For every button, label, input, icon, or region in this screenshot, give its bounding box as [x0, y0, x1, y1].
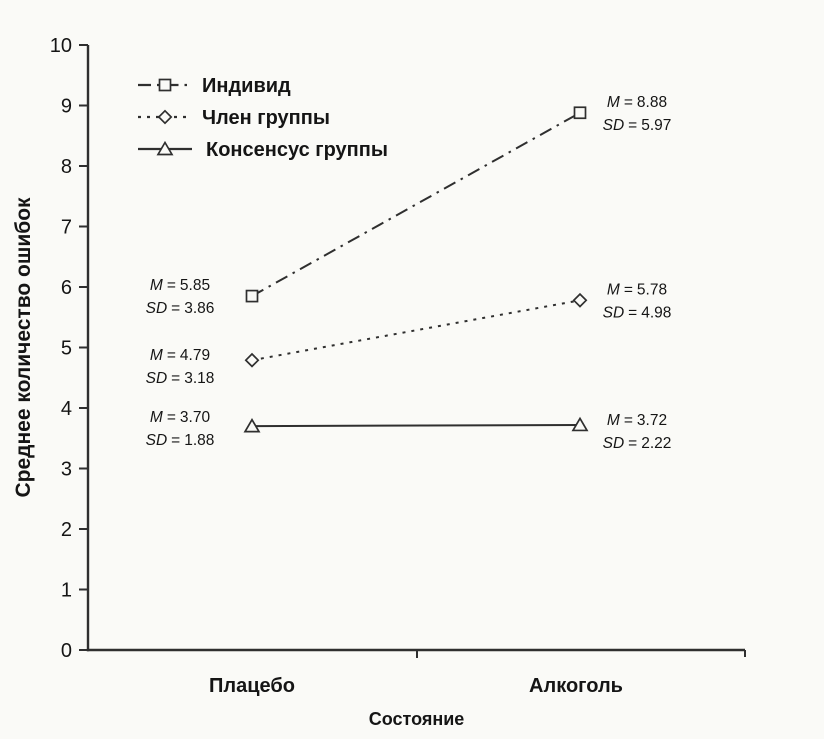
annotation-line — [603, 117, 672, 134]
stat-value: 3.18 — [184, 370, 215, 388]
x-axis-title: Состояние — [368, 709, 465, 729]
y-tick-label: 2 — [60, 519, 72, 541]
equals-sign: = — [166, 347, 176, 365]
x-category-label: Алкоголь — [529, 675, 623, 697]
equals-sign: = — [171, 300, 181, 318]
square-marker-icon — [160, 80, 171, 91]
annotation-line — [607, 94, 667, 111]
series-line — [252, 425, 580, 426]
equals-sign: = — [628, 116, 638, 134]
stat-value: 3.72 — [636, 411, 668, 429]
stat-label: SD — [602, 304, 625, 322]
legend-label: Консенсус группы — [206, 139, 388, 161]
square-marker-icon — [575, 107, 586, 118]
stat-value: 5.78 — [636, 281, 668, 299]
stat-label: M — [149, 347, 163, 365]
stat-value: 2.22 — [641, 434, 672, 452]
annotation-line — [146, 300, 215, 317]
annotation-line — [150, 347, 210, 364]
stat-value: 8.88 — [636, 93, 668, 111]
equals-sign: = — [623, 411, 633, 429]
stat-label: SD — [602, 116, 625, 134]
annotation-line — [150, 277, 210, 294]
equals-sign: = — [171, 370, 181, 388]
stat-value: 4.79 — [179, 347, 211, 365]
stat-label: M — [606, 281, 620, 299]
y-tick-label: 0 — [60, 640, 72, 662]
y-tick-label: 5 — [60, 337, 72, 360]
y-axis-title: Среднее количество ошибок — [12, 197, 35, 498]
x-category-label: Плацебо — [209, 675, 295, 697]
annotation-line — [146, 432, 215, 449]
equals-sign: = — [628, 434, 638, 452]
equals-sign: = — [166, 409, 176, 427]
stat-label: M — [149, 409, 163, 427]
legend-label: Член группы — [202, 107, 330, 129]
annotation-line — [603, 304, 672, 321]
y-tick-label: 8 — [60, 156, 72, 178]
stat-value: 3.70 — [179, 409, 211, 427]
stat-value: 5.97 — [641, 116, 672, 134]
stat-value: 5.85 — [179, 277, 211, 295]
y-tick-label: 9 — [60, 95, 72, 118]
equals-sign: = — [166, 277, 176, 295]
equals-sign: = — [623, 281, 633, 299]
y-tick-label: 1 — [60, 579, 72, 602]
y-tick-label: 7 — [60, 216, 72, 239]
stat-label: M — [606, 411, 620, 429]
annotation-line — [607, 281, 667, 298]
stat-value: 1.88 — [184, 432, 215, 450]
y-tick-label: 6 — [60, 277, 72, 299]
annotation-line — [607, 412, 667, 429]
annotation-line — [603, 435, 672, 452]
y-tick-label: 10 — [49, 35, 72, 57]
equals-sign: = — [171, 432, 181, 450]
stat-value: 3.86 — [184, 300, 215, 318]
stat-label: SD — [145, 370, 168, 388]
stat-value: 4.98 — [641, 304, 672, 322]
stat-label: SD — [145, 300, 168, 318]
stat-label: SD — [602, 434, 625, 452]
annotation-line — [150, 409, 211, 426]
stat-label: M — [149, 277, 163, 295]
equals-sign: = — [628, 304, 638, 322]
stat-label: SD — [145, 432, 168, 450]
legend-label: Индивид — [202, 75, 291, 97]
equals-sign: = — [623, 93, 633, 111]
y-tick-label: 4 — [60, 398, 72, 420]
square-marker-icon — [247, 291, 258, 302]
annotation-line — [146, 370, 215, 387]
y-tick-label: 3 — [60, 458, 72, 481]
stat-label: M — [606, 93, 620, 111]
